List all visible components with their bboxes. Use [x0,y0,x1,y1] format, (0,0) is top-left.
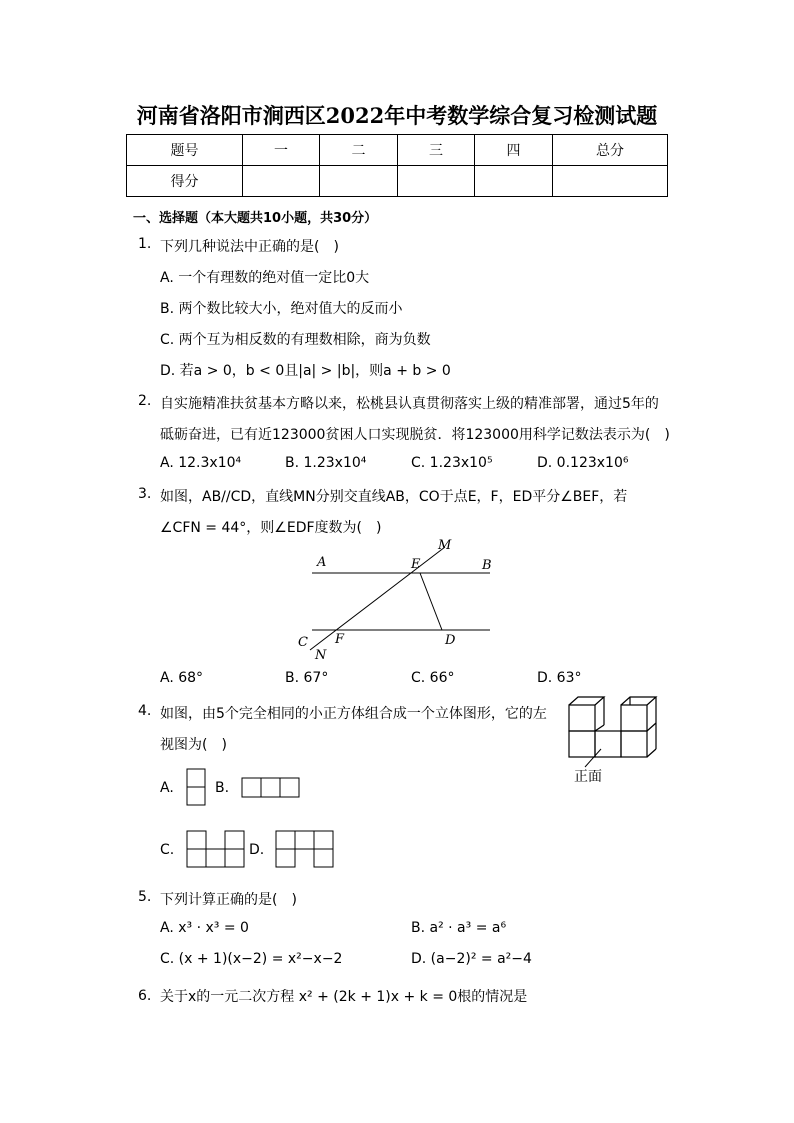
score-header-cell: 一 [243,135,320,166]
score-row-label: 得分 [127,166,243,197]
question-stem-line: 如图，AB//CD，直线MN分别交直线AB，CO于点E，F，ED平分∠BEF，若 [160,489,628,505]
question-number: 3. [138,486,152,502]
label-b: B [482,558,492,573]
label-c: C [298,635,308,650]
question-option[interactable]: B. 两个数比较大小，绝对值大的反而小 [160,301,403,317]
page-title: 河南省洛阳市涧西区2022年中考数学综合复习检测试题 [136,103,658,128]
label-m: M [438,538,452,553]
caption-pointer [585,749,601,767]
question-number: 4. [138,703,152,719]
question-stem-line: 视图为( ) [160,737,227,753]
question-number: 5. [138,889,152,905]
score-table-score-row [127,166,668,197]
question-stem-line: 如图，由5个完全相同的小正方体组合成一个立体图形，它的左 [160,706,547,722]
question-stem-line: 砥砺奋进，已有近123000贫困人口实现脱贫．将123000用科学记数法表示为( ) [160,427,670,443]
question-number: 6. [138,988,152,1004]
option-b-figure [241,777,303,799]
question-option[interactable]: D. 0.123x10⁶ [537,455,629,471]
score-cell[interactable] [553,166,668,197]
question-option[interactable]: D. (a−2)² = a²−4 [411,951,532,967]
score-header-cell: 题号 [127,135,243,166]
question-option[interactable]: B. [215,780,230,796]
score-cell[interactable] [398,166,475,197]
question-option[interactable]: C. 两个互为相反数的有理数相除，商为负数 [160,332,431,348]
question-stem: 下列几种说法中正确的是( ) [160,239,339,255]
cube-solid-figure [565,695,663,790]
label-n: N [315,648,327,663]
label-d: D [445,633,456,648]
question-number: 2. [138,393,152,409]
question-stem: 关于x的一元二次方程 x² + (2k + 1)x + k = 0根的情况是 [160,989,528,1005]
label-e: E [411,557,421,572]
segment-ed [420,573,442,630]
line-mn [310,547,445,650]
question-option[interactable]: C. (x + 1)(x−2) = x²−x−2 [160,951,343,967]
score-header-cell: 四 [475,135,553,166]
figure-caption: 正面 [574,769,602,785]
question-option[interactable]: B. 1.23x10⁴ [285,455,367,471]
score-table [126,134,668,197]
question-option[interactable]: A. x³ · x³ = 0 [160,920,249,936]
question-stem-line: 自实施精准扶贫基本方略以来，松桃县认真贯彻落实上级的精准部署，通过5年的 [160,396,659,412]
question-option[interactable]: A. 12.3x10⁴ [160,455,242,471]
label-a: A [317,555,327,570]
question-option[interactable]: A. 一个有理数的绝对值一定比0大 [160,270,370,286]
question-stem-line: ∠CFN = 44°，则∠EDF度数为( ) [160,520,382,536]
score-cell[interactable] [475,166,553,197]
question-option[interactable]: B. 67° [285,670,329,686]
label-f: F [335,632,345,647]
question-option[interactable]: D. 63° [537,670,582,686]
question-option[interactable]: A. 68° [160,670,204,686]
question-option[interactable]: D. 若a > 0，b < 0且|a| > |b|，则a + b > 0 [160,363,451,379]
question-number: 1. [138,236,152,252]
score-header-cell: 二 [320,135,398,166]
question-stem: 下列计算正确的是( ) [160,892,297,908]
score-cell[interactable] [243,166,320,197]
option-d-figure [275,830,337,870]
question-option[interactable]: C. [160,842,175,858]
score-header-cell: 三 [398,135,475,166]
score-cell[interactable] [320,166,398,197]
parallel-lines-figure [295,535,500,665]
question-option[interactable]: C. 66° [411,670,455,686]
question-option[interactable]: B. a² · a³ = a⁶ [411,920,507,936]
option-a-figure [186,768,208,808]
question-option[interactable]: C. 1.23x10⁵ [411,455,493,471]
question-option[interactable]: D. [249,842,265,858]
option-c-figure [186,830,248,870]
section-heading: 一、选择题（本大题共10小题，共30分） [133,211,378,226]
question-option[interactable]: A. [160,780,174,796]
score-header-cell: 总分 [553,135,668,166]
score-table-header-row [127,135,668,166]
